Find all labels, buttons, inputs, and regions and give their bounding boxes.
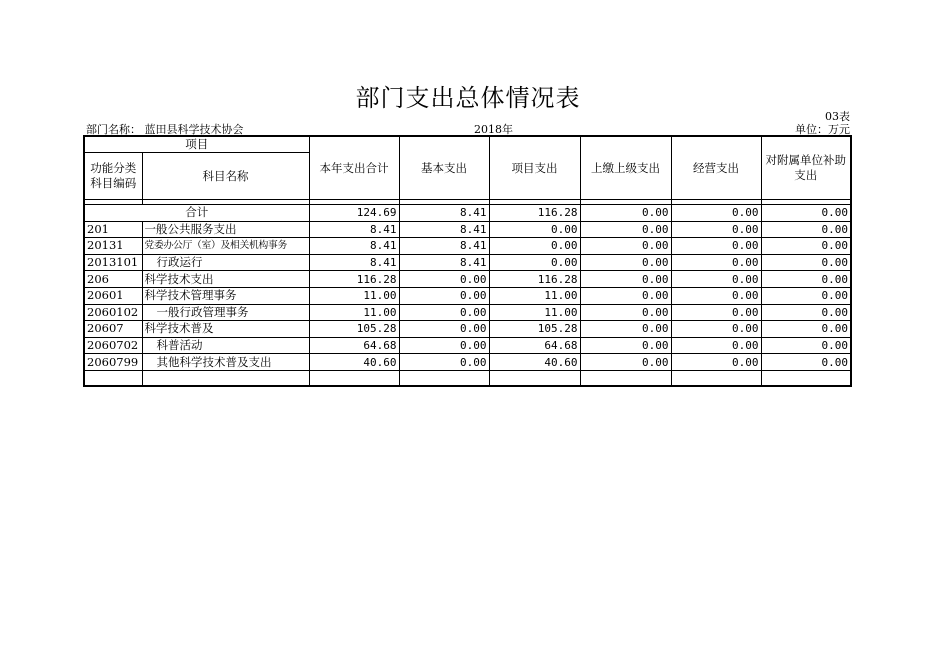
- row-code: 2013101: [84, 254, 142, 271]
- row-value: 40.60: [309, 354, 399, 371]
- row-value: 64.68: [309, 337, 399, 354]
- row-value: 11.00: [489, 287, 580, 304]
- row-value: 40.60: [489, 354, 580, 371]
- table-row: [84, 238, 851, 255]
- row-value: 11.00: [309, 304, 399, 321]
- row-value: 0.00: [580, 354, 671, 371]
- table-row: [84, 304, 851, 321]
- row-value: 0.00: [580, 337, 671, 354]
- row-code: 2060799: [84, 354, 142, 371]
- table-row: [84, 221, 851, 238]
- row-value: 8.41: [399, 254, 489, 271]
- row-code: 201: [84, 221, 142, 238]
- row-value: 0.00: [489, 221, 580, 238]
- row-value: 0.00: [399, 271, 489, 288]
- table-row: [84, 337, 851, 354]
- total-cell: 124.69: [309, 205, 399, 222]
- row-name: 科学技术管理事务: [142, 287, 309, 304]
- empty-cell: [309, 370, 399, 386]
- row-value: 8.41: [309, 254, 399, 271]
- row-code: 20607: [84, 321, 142, 338]
- row-value: 0.00: [671, 304, 761, 321]
- row-value: 0.00: [580, 304, 671, 321]
- row-value: 0.00: [399, 304, 489, 321]
- row-value: 0.00: [671, 221, 761, 238]
- row-name: 一般公共服务支出: [142, 221, 309, 238]
- header-subsidy: 对附属单位补助支出: [761, 136, 851, 200]
- header-project: 项目: [84, 136, 309, 153]
- header-upper-payment: 上缴上级支出: [580, 136, 671, 200]
- row-code: 20601: [84, 287, 142, 304]
- row-value: 0.00: [399, 321, 489, 338]
- currency-unit: 单位：万元: [795, 123, 850, 136]
- row-name: 科学技术支出: [142, 271, 309, 288]
- row-value: 0.00: [671, 321, 761, 338]
- total-label: 合计: [84, 205, 309, 222]
- page-title: 部门支出总体情况表: [355, 84, 581, 112]
- table-row: [84, 354, 851, 371]
- header-subject-name: 科目名称: [142, 153, 309, 200]
- row-value: 0.00: [671, 271, 761, 288]
- empty-cell: [399, 370, 489, 386]
- total-cell: 116.28: [489, 205, 580, 222]
- row-value: 0.00: [489, 254, 580, 271]
- row-value: 0.00: [671, 238, 761, 255]
- row-value: 0.00: [761, 304, 851, 321]
- total-cell: 8.41: [399, 205, 489, 222]
- table-row: [84, 254, 851, 271]
- row-value: 0.00: [761, 321, 851, 338]
- row-value: 0.00: [761, 271, 851, 288]
- row-value: 0.00: [580, 254, 671, 271]
- row-name: 行政运行: [142, 254, 309, 271]
- department-name: 部门名称： 蓝田县科学技术协会: [86, 123, 244, 136]
- row-value: 0.00: [580, 321, 671, 338]
- row-value: 105.28: [309, 321, 399, 338]
- expenditure-table: [83, 135, 852, 387]
- row-name: 科学技术普及: [142, 321, 309, 338]
- row-value: 0.00: [761, 354, 851, 371]
- row-value: 0.00: [399, 354, 489, 371]
- form-number: 03表: [825, 110, 850, 123]
- row-value: 0.00: [761, 337, 851, 354]
- row-value: 116.28: [309, 271, 399, 288]
- table-row: [84, 287, 851, 304]
- empty-cell: [84, 370, 142, 386]
- total-cell: 0.00: [761, 205, 851, 222]
- header-operating: 经营支出: [671, 136, 761, 200]
- row-value: 0.00: [761, 221, 851, 238]
- empty-cell: [761, 370, 851, 386]
- total-cell: 0.00: [580, 205, 671, 222]
- row-value: 0.00: [580, 238, 671, 255]
- row-value: 8.41: [399, 238, 489, 255]
- total-row: [84, 205, 851, 222]
- row-value: 11.00: [309, 287, 399, 304]
- total-cell: 0.00: [671, 205, 761, 222]
- table-row: [84, 321, 851, 338]
- table-row: [84, 271, 851, 288]
- report-year: 2018年: [474, 123, 513, 136]
- row-value: 0.00: [399, 287, 489, 304]
- row-value: 8.41: [309, 221, 399, 238]
- header-func-code: 功能分类 科目编码: [84, 153, 142, 200]
- row-code: 206: [84, 271, 142, 288]
- empty-cell: [489, 370, 580, 386]
- row-code: 2060702: [84, 337, 142, 354]
- row-value: 0.00: [671, 254, 761, 271]
- row-name: 党委办公厅（室）及相关机构事务: [142, 238, 309, 255]
- row-value: 105.28: [489, 321, 580, 338]
- row-value: 64.68: [489, 337, 580, 354]
- row-value: 0.00: [671, 287, 761, 304]
- header-basic: 基本支出: [399, 136, 489, 200]
- row-name: 其他科学技术普及支出: [142, 354, 309, 371]
- row-value: 0.00: [580, 287, 671, 304]
- row-value: 0.00: [671, 337, 761, 354]
- row-code: 20131: [84, 238, 142, 255]
- row-value: 0.00: [580, 271, 671, 288]
- empty-cell: [142, 370, 309, 386]
- row-value: 116.28: [489, 271, 580, 288]
- empty-cell: [671, 370, 761, 386]
- empty-cell: [580, 370, 671, 386]
- header-total: 本年支出合计: [309, 136, 399, 200]
- row-value: 0.00: [761, 287, 851, 304]
- row-value: 0.00: [761, 254, 851, 271]
- row-value: 8.41: [309, 238, 399, 255]
- row-value: 0.00: [671, 354, 761, 371]
- header-project-expenditure: 项目支出: [489, 136, 580, 200]
- row-value: 8.41: [399, 221, 489, 238]
- row-value: 0.00: [580, 221, 671, 238]
- row-name: 科普活动: [142, 337, 309, 354]
- row-value: 11.00: [489, 304, 580, 321]
- row-value: 0.00: [399, 337, 489, 354]
- row-value: 0.00: [761, 238, 851, 255]
- row-name: 一般行政管理事务: [142, 304, 309, 321]
- row-value: 0.00: [489, 238, 580, 255]
- row-code: 2060102: [84, 304, 142, 321]
